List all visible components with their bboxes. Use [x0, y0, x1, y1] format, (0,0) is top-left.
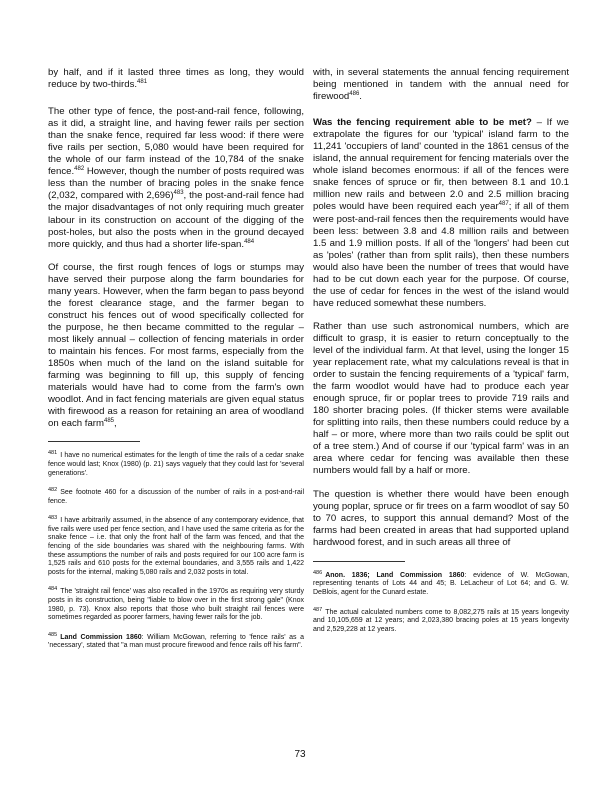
footnote: $^{482}$ See footnote 460 for a discussion of the number of rails in a post-and-rail fence.	[48, 487, 304, 505]
footnote-ref: 483	[173, 190, 184, 197]
paragraph: Was the fencing requirement able to be met? – If we extrapolate the figures for our 'typical' island farm to the 11,241 'occupiers of land' counted in the 1861 census of the island, the annual requirement for fencing materials over the whole island becomes enormous: if all of the fences were snake fences of spruce or fir, then between 8.1 and 10.1 million new rails and between 2.0 and 2.5 million bracing poles would have been required each year$^{487}$; if all of them were post-and-rail fences then the requirements would have been less: between 3.8 and 4.8 million rails and between 1.5 and 1.9 million posts. If all of the 'longers' had been cut as 'poles' (rather than from split rails), then these numbers would also have been the number of trees that would have had to be cut down each year for the purpose. Of course, the use of cedar for fences in the west of the island would have reduced somewhat these numbers.	[313, 117, 569, 309]
footnote-ref: 484	[244, 238, 255, 245]
footnote: $^{484}$ The 'straight rail fence' was also recalled in the 1970s as requiring very sturdy posts in its construction, being "liable to blow over in the first strong gale" (Knox 1980, p. 73). Knox also reports that those who built straight rail fences were sometimes regarded as poorer farmers, having fewer rails for the job.	[48, 586, 304, 622]
footnote: $^{485}$ Land Commission 1860: William McGowan, referring to 'fence rails' as a 'necessary', stated that "a man must procure firewood and fence rails off his farm".	[48, 631, 304, 650]
section-heading: Was the fencing requirement able to be met?	[313, 117, 532, 129]
left-column	[48, 67, 304, 659]
paragraph: The question is whether there would have been enough young poplar, spruce or fir trees on a farm woodlot of say 50 to 70 acres, to support this annual demand? Most of the farms had been created in areas that had supported upland hardwood forest, and in such areas all three of	[313, 488, 569, 548]
footnote-divider	[48, 441, 140, 442]
footnote-ref: 481	[137, 79, 148, 86]
footnote-ref: 485	[104, 418, 115, 425]
paragraph: Rather than use such astronomical numbers, which are difficult to grasp, it is easier to return conceptually to the level of the individual farm. At that level, using the longer 15 year replacement rate, what my calculations reveal is that in order to sustain the fencing requirements of a 'typical' farm, the farm woodlot would have had to produce each year enough spruce, fir or poplar trees to provide 719 rails and 180 shorter bracing poles. (If thicker stems were available for splitting into rails, then these numbers could reduce by a half – or more, where more than two rails could be split out of a tree stem.) And of course if our 'typical farm' was in an area where cedar for fencing was available then these numbers would fall by a half or more.	[313, 320, 569, 477]
footnote-ref: 487	[498, 201, 509, 208]
footnote-divider	[313, 561, 405, 562]
paragraph: by half, and if it lasted three times as long, they would reduce by two-thirds.$^{481}$	[48, 67, 304, 91]
page-number: 73	[294, 749, 306, 760]
paragraph: Of course, the first rough fences of logs or stumps may have served their purpose along the farm boundaries for many years. However, when the farm began to pass beyond the forest clearance stage, and the farmer began to construct his fences out of wood specifically collected for the purpose, he then became committed to the regular – most likely annual – collection of fencing materials in order to maintain his fences. For most farms, especially from the 1850s when much of the land on the island suitable for farming was beginning to fill up, this supply of fencing materials would have had to come from the farm's own woodlot. And in fact fencing materials are given equal status with firewood as a reason for retaining an area of woodland on each farm$^{485}$,	[48, 261, 304, 430]
paragraph: The other type of fence, the post-and-rail fence, following, as it did, a straight line, and having fewer rails per section than the snake fence, required far less wood: if there were five rails per section, 5,080 would have been required for the whole of our farm instead of the 10,784 of the snake fence.$^{482}$ However, though the number of posts required was less than the number of bracing poles in the snake fence (2,032, compared with 2,696)$^{483}$, the post-and-rail fence had the major disadvantages of not only requiring much greater labour in its construction on account of the digging of the post-holes, but also the posts when in the ground decayed more quickly, and thus had a shorter life-span.$^{484}$	[48, 106, 304, 250]
footnote-ref: 482	[74, 166, 85, 173]
paragraph: with, in several statements the annual fencing requirement being mentioned in tandem with the annual need for firewood$^{486}$.	[313, 67, 569, 103]
footnote: $^{481}$ I have no numerical estimates for the length of time the rails of a cedar snake fence would last; Knox (1980) (p. 21) says vaguely that they could last for 'several generations'.	[48, 450, 304, 477]
footnote: $^{483}$ I have arbitrarily assumed, in the absence of any contemporary evidence, that five rails were used per fence section, and I have used the same criteria as for the snake fence – i.e. that only the front half of the farm was fenced, and that the fencing of the side boundaries was shared with the neighbouring farms. With these assumptions the number of rails and posts required for our 100 acre farm is 1,525 rails and 610 posts for the external boundaries, and 3,555 rails and 1,422 posts for the internal, making 5,080 rails and 2,032 posts in total.	[48, 515, 304, 576]
footnote: $^{486}$ Anon. 1836; Land Commission 1860: evidence of W. McGowan, representing tenants of Lots 44 and 45; B. LeLacheur of Lot 64; and G. W. DeBlois, agent for the Cunard estate.	[313, 569, 570, 596]
footnote-ref: 486	[349, 91, 360, 98]
footnote: $^{487}$ The actual calculated numbers come to 8,082,275 rails at 15 years longevity and 10,105,659 at 12 years; and 2,023,380 bracing poles at 15 years longevity and 2,529,228 at 12 years.	[313, 606, 569, 633]
right-column	[313, 67, 569, 642]
